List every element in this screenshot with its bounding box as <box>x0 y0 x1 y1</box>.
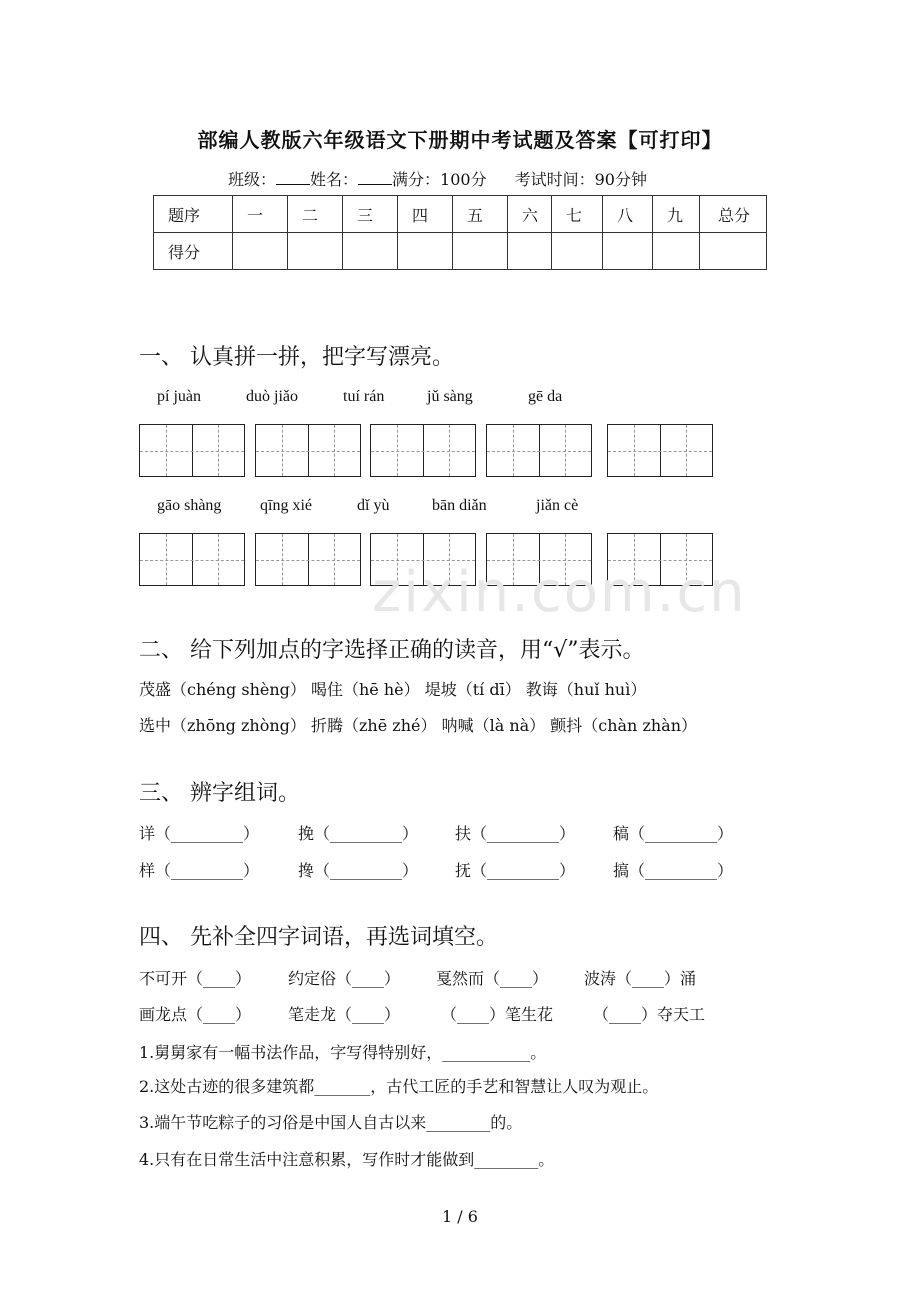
word-blank: 详（_________） <box>139 824 260 843</box>
idiom-blank: （____）笔生花 <box>441 1005 554 1024</box>
exam-info <box>228 167 647 190</box>
pinyin: pí juàn <box>157 388 201 405</box>
header-cell: 题序 <box>154 196 233 233</box>
score-cell[interactable] <box>453 233 508 270</box>
word-blank: 搞（_________） <box>613 861 734 880</box>
section4-heading: 四、 先补全四字词语，再选词填空。 <box>139 925 498 950</box>
idiom-blank: （____）夺天工 <box>593 1005 706 1024</box>
header-cell: 五 <box>453 196 508 233</box>
name-blank <box>358 170 392 185</box>
writing-grid[interactable] <box>370 424 476 477</box>
idiom-blank: 画龙点（____） <box>139 1005 252 1024</box>
document-title: 部编人教版六年级语文下册期中考试题及答案【可打印】 <box>197 128 723 152</box>
header-cell: 八 <box>603 196 653 233</box>
word-blank: 搀（_________） <box>298 861 419 880</box>
section3-heading: 三、 辨字组词。 <box>139 781 300 806</box>
header-cell: 九 <box>653 196 700 233</box>
class-blank <box>276 170 310 185</box>
pinyin: tuí rán <box>343 388 385 405</box>
word-blank: 扶（_________） <box>455 824 576 843</box>
question-3: 3.端午节吃粽子的习俗是中国人自古以来________的。 <box>139 1113 523 1132</box>
word-blank: 抚（_________） <box>455 861 576 880</box>
score-cell[interactable] <box>653 233 700 270</box>
score-cell[interactable] <box>343 233 398 270</box>
full-score: 满分：100分 <box>392 170 487 189</box>
watermark: zixin.com.cn <box>372 560 747 625</box>
header-cell: 总分 <box>700 196 767 233</box>
writing-grid[interactable] <box>139 424 245 477</box>
pinyin: gē da <box>528 388 563 405</box>
pinyin: duò jiǎo <box>246 388 298 405</box>
reading-line: 选中（zhōng zhòng） 折腾（zhē zhé） 呐喊（là nà） 颤抖（chàn zhàn） <box>139 716 698 735</box>
pinyin: gāo shàng <box>157 497 222 514</box>
question-2: 2.这处古迹的很多建筑都_______，古代工匠的手艺和智慧让人叹为观止。 <box>139 1077 659 1096</box>
header-cell: 六 <box>508 196 552 233</box>
section1-heading: 一、 认真拼一拼，把字写漂亮。 <box>139 345 454 370</box>
score-cell[interactable] <box>508 233 552 270</box>
word-blank: 稿（_________） <box>613 824 734 843</box>
reading-line: 茂盛（chéng shèng） 喝住（hē hè） 堤坡（tí dī） 教诲（huǐ huì） <box>139 680 647 699</box>
writing-grid[interactable] <box>486 424 592 477</box>
score-table-header-row <box>154 196 767 233</box>
pinyin: jiǎn cè <box>536 497 579 514</box>
idiom-blank: 戛然而（____） <box>436 969 549 988</box>
exam-time: 考试时间：90分钟 <box>514 170 647 189</box>
question-1: 1.舅舅家有一幅书法作品，字写得特别好，___________。 <box>139 1043 547 1062</box>
header-cell: 二 <box>288 196 343 233</box>
score-cell[interactable] <box>288 233 343 270</box>
idiom-blank: 笔走龙（____） <box>288 1005 401 1024</box>
writing-grid[interactable] <box>255 533 361 586</box>
word-blank: 样（_________） <box>139 861 260 880</box>
header-cell: 三 <box>343 196 398 233</box>
score-table-score-row <box>154 233 767 270</box>
header-cell: 四 <box>398 196 453 233</box>
idiom-blank: 波涛（____）涌 <box>584 969 697 988</box>
page-number: 1 / 6 <box>442 1207 478 1226</box>
score-cell[interactable] <box>700 233 767 270</box>
header-cell: 一 <box>233 196 288 233</box>
question-4: 4.只有在日常生活中注意积累，写作时才能做到________。 <box>139 1150 555 1169</box>
section2-heading: 二、 给下列加点的字选择正确的读音，用“√”表示。 <box>139 638 645 663</box>
row-label: 得分 <box>154 233 233 270</box>
score-cell[interactable] <box>233 233 288 270</box>
score-table <box>153 195 767 270</box>
pinyin: qīng xié <box>260 497 312 514</box>
score-cell[interactable] <box>603 233 653 270</box>
idiom-blank: 不可开（____） <box>139 969 252 988</box>
score-cell[interactable] <box>398 233 453 270</box>
pinyin: bān diǎn <box>432 497 487 514</box>
name-label: 姓名： <box>310 170 359 189</box>
pinyin: jǔ sàng <box>427 388 473 405</box>
header-cell: 七 <box>552 196 603 233</box>
pinyin: dǐ yù <box>357 497 390 514</box>
writing-grid[interactable] <box>255 424 361 477</box>
class-label: 班级： <box>228 170 277 189</box>
writing-grid[interactable] <box>139 533 245 586</box>
score-cell[interactable] <box>552 233 603 270</box>
idiom-blank: 约定俗（____） <box>288 969 401 988</box>
word-blank: 挽（_________） <box>298 824 419 843</box>
writing-grid[interactable] <box>607 424 713 477</box>
